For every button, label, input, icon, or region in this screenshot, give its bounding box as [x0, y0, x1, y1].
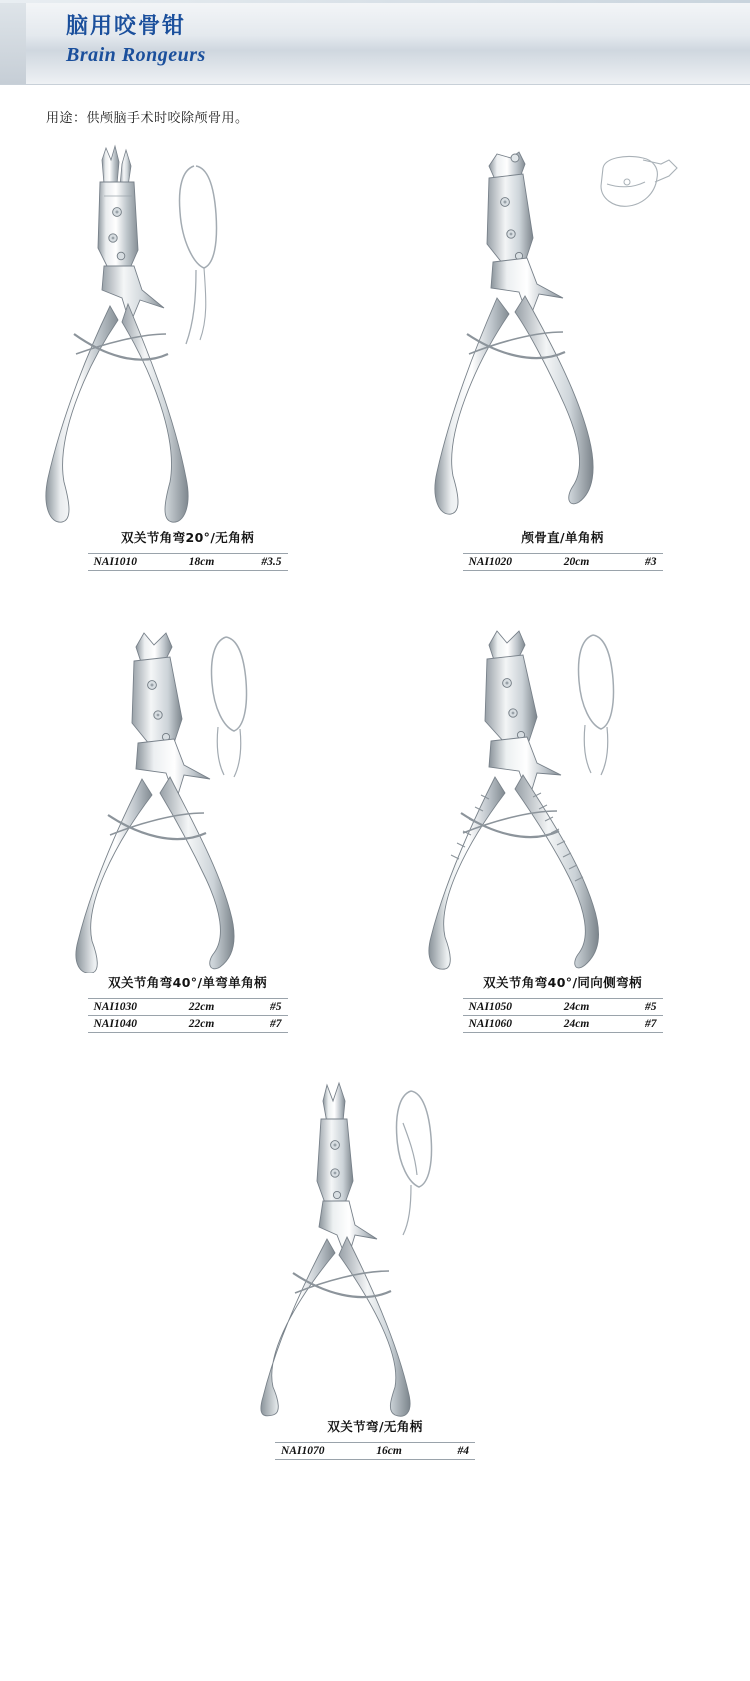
table-row — [463, 554, 663, 571]
product-caption: 双关节角弯40°/单弯单角柄 — [108, 975, 267, 990]
product-row-2 — [0, 623, 750, 1033]
product-cell-nai1050 — [375, 623, 750, 1033]
product-number: #4 — [457, 1445, 469, 1457]
header-accent-bar — [0, 0, 26, 84]
product-number: #7 — [270, 1018, 282, 1030]
product-cell-nai1030 — [0, 623, 375, 1033]
product-code: NAI1020 — [468, 556, 512, 568]
product-row-3 — [0, 1077, 750, 1460]
product-size: 24cm — [563, 1001, 590, 1013]
product-size: 22cm — [188, 1018, 215, 1030]
table-row — [463, 1016, 663, 1033]
product-figure-nai1030 — [18, 623, 358, 973]
product-row-1 — [0, 138, 750, 571]
product-code: NAI1010 — [93, 556, 137, 568]
product-code: NAI1050 — [468, 1001, 512, 1013]
product-size: 24cm — [563, 1018, 590, 1030]
page-header — [0, 0, 750, 85]
product-code: NAI1040 — [93, 1018, 137, 1030]
rongeur-illustration-4 — [393, 623, 733, 973]
product-size: 16cm — [376, 1445, 402, 1457]
product-code: NAI1060 — [468, 1018, 512, 1030]
product-figure-nai1010 — [18, 138, 358, 528]
product-code: NAI1030 — [93, 1001, 137, 1013]
header-title-group — [66, 14, 206, 67]
product-number: #3 — [645, 556, 657, 568]
product-code: NAI1070 — [281, 1445, 325, 1457]
product-figure-nai1070 — [205, 1077, 545, 1417]
product-cell-nai1020 — [375, 138, 750, 571]
product-cell-nai1010 — [0, 138, 375, 571]
spec-table-nai1050 — [463, 998, 663, 1033]
table-row — [275, 1443, 475, 1460]
table-row — [463, 999, 663, 1016]
spec-table-nai1020 — [463, 553, 663, 571]
spec-table-nai1010 — [88, 553, 288, 571]
product-caption: 双关节角弯20°/无角柄 — [120, 530, 254, 545]
product-number: #5 — [270, 1001, 282, 1013]
rongeur-illustration-3 — [18, 623, 358, 973]
product-figure-nai1050 — [393, 623, 733, 973]
product-caption: 颅骨直/单角柄 — [521, 530, 604, 545]
rongeur-illustration-2 — [393, 138, 733, 528]
usage-description: 用途：供颅脑手术时咬除颅骨用。 — [46, 111, 249, 126]
page-title-cn: 脑用咬骨钳 — [66, 14, 187, 39]
rongeur-illustration-1 — [18, 138, 358, 528]
product-number: #5 — [645, 1001, 657, 1013]
table-row — [88, 554, 288, 571]
product-number: #7 — [645, 1018, 657, 1030]
product-figure-nai1020 — [393, 138, 733, 528]
product-size: 20cm — [563, 556, 590, 568]
product-size: 22cm — [188, 1001, 215, 1013]
rongeur-illustration-5 — [205, 1077, 545, 1417]
product-number: #3.5 — [261, 556, 282, 568]
table-row — [88, 1016, 288, 1033]
spec-table-nai1070 — [275, 1442, 475, 1460]
product-caption: 双关节角弯40°/同向侧弯柄 — [483, 975, 642, 990]
table-row — [88, 999, 288, 1016]
spec-table-nai1030 — [88, 998, 288, 1033]
page-title-en: Brain Rongeurs — [66, 44, 206, 67]
product-cell-nai1070 — [188, 1077, 563, 1460]
product-caption: 双关节弯/无角柄 — [327, 1419, 423, 1434]
product-size: 18cm — [188, 556, 215, 568]
